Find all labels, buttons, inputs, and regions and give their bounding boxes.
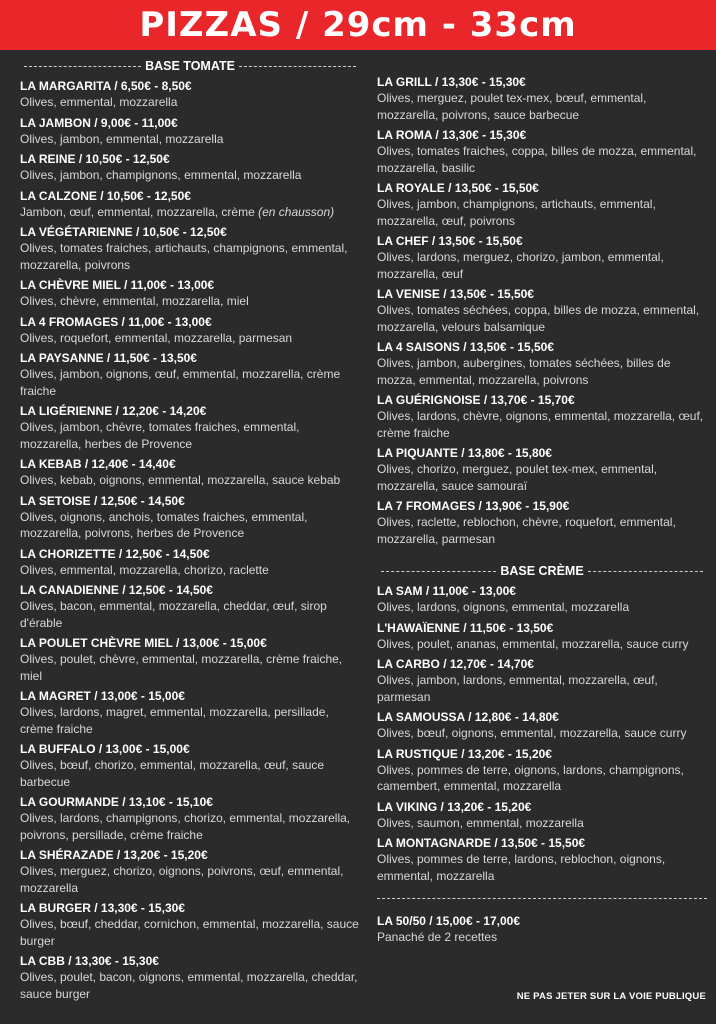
item-description: [20, 240, 360, 273]
item-title: LA BURGER / 13,30€ - 15,30€: [20, 901, 185, 915]
item-description-text: Olives, lardons, oignons, emmental, mozzarella: [377, 600, 630, 614]
item-description-text: Olives, jambon, champignons, artichauts, emmental, mozzarella, œuf, poivrons: [377, 197, 656, 228]
item-title: LA JAMBON / 9,00€ - 11,00€: [20, 115, 178, 130]
pizza-list-right-tomate: [377, 74, 707, 547]
menu-item: [20, 456, 360, 489]
menu-item: [377, 498, 707, 547]
item-title: LA 4 SAISONS / 13,50€ - 15,50€: [377, 340, 554, 354]
item-description-text: Olives, emmental, mozzarella: [20, 95, 178, 109]
menu-item: [20, 78, 360, 111]
item-description-text: Olives, tomates fraiches, coppa, billes de mozza, emmental, mozzarella, basilic: [377, 144, 697, 175]
item-title: LA VIKING / 13,20€ - 15,20€: [377, 799, 532, 814]
item-title: LA RUSTIQUE / 13,20€ - 15,20€: [377, 746, 552, 761]
item-title: LA 50/50 / 15,00€ - 17,00€: [377, 914, 520, 928]
item-title: LA GOURMANDE / 13,10€ - 15,10€: [20, 795, 213, 809]
item-description: [20, 472, 360, 489]
item-title: LA 4 FROMAGES / 11,00€ - 13,00€: [20, 314, 212, 329]
item-description: [377, 461, 707, 494]
item-description-text: Olives, merguez, poulet tex-mex, bœuf, emmental, mozzarella, poivrons, sauce barbecue: [377, 91, 647, 122]
menu-item: [20, 900, 360, 949]
item-description: [20, 167, 360, 184]
item-description: [377, 815, 707, 832]
title-banner: [0, 0, 716, 50]
item-description: [20, 651, 360, 684]
item-description: Panaché de 2 recettes: [377, 930, 498, 944]
item-description-text: Olives, oignons, anchois, tomates fraiches, emmental, mozzarella, poivrons, herbes de Provence: [20, 509, 308, 540]
menu-item: [20, 953, 360, 1002]
item-description-text: Olives, roquefort, emmental, mozzarella, parmesan: [20, 330, 293, 345]
item-description: [377, 672, 707, 705]
item-description: [377, 636, 707, 653]
item-description: [20, 757, 360, 790]
item-description: [20, 810, 360, 843]
item-title: LA ROYALE / 13,50€ - 15,50€: [377, 181, 539, 195]
item-title: LA KEBAB / 12,40€ - 14,40€: [20, 457, 176, 471]
menu-item: [20, 224, 360, 273]
menu-item: [20, 277, 360, 310]
item-description-text: Olives, jambon, lardons, emmental, mozzarella, œuf, parmesan: [377, 673, 658, 704]
menu-item: [377, 656, 707, 705]
section-label: BASE CRÈME: [500, 564, 584, 578]
item-description: [377, 851, 707, 884]
menu-item: [377, 74, 707, 123]
item-description: [20, 366, 360, 399]
item-title: LA VENISE / 13,50€ - 15,50€: [377, 287, 534, 301]
section-header-base-creme: [377, 563, 707, 579]
menu-item: [377, 799, 707, 832]
item-description-text: Olives, lardons, merguez, chorizo, jambon, emmental, mozzarella, œuf: [377, 250, 664, 281]
menu-item: [377, 339, 707, 388]
page-title: PIZZAS / 29cm - 33cm: [139, 5, 577, 45]
item-title: LA POULET CHÈVRE MIEL / 13,00€ - 15,00€: [20, 636, 267, 650]
item-description: [377, 355, 707, 388]
menu-item: [20, 635, 360, 684]
menu-item: [20, 847, 360, 896]
item-description-text: Olives, lardons, chèvre, oignons, emmental, mozzarella, œuf, crème fraiche: [377, 409, 704, 440]
item-title: LA CHEF / 13,50€ - 15,50€: [377, 234, 523, 248]
item-title: LA REINE / 10,50€ - 12,50€: [20, 152, 170, 166]
menu-item: [20, 493, 360, 542]
menu-item: [377, 180, 707, 229]
item-title: LA BUFFALO / 13,00€ - 15,00€: [20, 742, 190, 756]
menu-item-special: [377, 913, 707, 946]
item-description: [20, 916, 360, 949]
item-description-text: Olives, lardons, champignons, chorizo, emmental, mozzarella, poivrons, persillade, crème fraiche: [20, 811, 351, 842]
item-title: LA CALZONE / 10,50€ - 12,50€: [20, 188, 191, 203]
menu-item: [20, 582, 360, 631]
item-description: [377, 408, 707, 441]
item-title: LA MAGRET / 13,00€ - 15,00€: [20, 689, 185, 703]
item-description-text: Olives, tomates séchées, coppa, billes de mozza, emmental, mozzarella, velours balsamique: [377, 303, 700, 334]
item-description-text: Olives, jambon, aubergines, tomates séchées, billes de mozza, emmental, mozzarella, poivrons: [377, 356, 671, 387]
item-description-text: Olives, jambon, champignons, emmental, mozzarella: [20, 168, 302, 182]
item-description-text: Olives, tomates fraiches, artichauts, champignons, emmental, mozzarella, poivrons: [20, 241, 348, 272]
item-description: [20, 131, 360, 148]
item-description: [20, 598, 360, 631]
menu-item: [20, 688, 360, 737]
item-description-text: Olives, lardons, magret, emmental, mozzarella, persillade, crème fraiche: [20, 705, 329, 736]
item-description-text: Olives, chorizo, merguez, poulet tex-mex, emmental, mozzarella, sauce samouraï: [377, 462, 658, 493]
dashed-line: [24, 66, 141, 67]
item-description: [377, 90, 707, 123]
item-description-text: Olives, merguez, chorizo, oignons, poivrons, œuf, emmental, mozzarella: [20, 864, 344, 895]
item-description: [20, 969, 360, 1002]
item-description: [20, 863, 360, 896]
menu-item: [377, 286, 707, 335]
section-header-base-tomate: [20, 58, 360, 74]
menu-item: [377, 620, 707, 653]
item-description-text: Olives, kebab, oignons, emmental, mozzarella, sauce kebab: [20, 473, 341, 487]
item-description: [20, 204, 360, 221]
footer-note: NE PAS JETER SUR LA VOIE PUBLIQUE: [516, 991, 706, 1002]
right-column: [377, 74, 707, 950]
menu-item: [20, 350, 360, 399]
item-title: LA CHÈVRE MIEL / 11,00€ - 13,00€: [20, 278, 215, 292]
menu-item: [377, 233, 707, 282]
divider: [377, 898, 707, 899]
item-description-text: Olives, jambon, oignons, œuf, emmental, mozzarella, crème fraiche: [20, 367, 341, 398]
item-title: L'HAWAÏENNE / 11,50€ - 13,50€: [377, 620, 554, 635]
item-description: [377, 249, 707, 282]
item-title: LA MARGARITA / 6,50€ - 8,50€: [20, 79, 192, 93]
menu-item: [377, 709, 707, 742]
item-description: [377, 143, 707, 176]
item-title: LA LIGÉRIENNE / 12,20€ - 14,20€: [20, 404, 207, 418]
dashed-line: [381, 571, 496, 572]
menu-item: [20, 188, 360, 221]
item-description: [20, 509, 360, 542]
item-title: LA PAYSANNE / 11,50€ - 13,50€: [20, 351, 197, 365]
item-title: LA CARBO / 12,70€ - 14,70€: [377, 657, 534, 671]
item-description-text: Olives, poulet, bacon, oignons, emmental, mozzarella, cheddar, sauce burger: [20, 970, 358, 1001]
item-title: LA GUÉRIGNOISE / 13,70€ - 15,70€: [377, 393, 575, 407]
item-title: LA SETOISE / 12,50€ - 14,50€: [20, 493, 185, 508]
menu-item: [377, 583, 707, 616]
dashed-line: [239, 66, 356, 67]
item-description-text: Olives, emmental, mozzarella, chorizo, raclette: [20, 562, 269, 577]
item-description: [20, 330, 360, 347]
menu-item: [20, 314, 360, 347]
item-title: LA CBB / 13,30€ - 15,30€: [20, 954, 159, 968]
item-description-text: Olives, bœuf, cheddar, cornichon, emmental, mozzarella, sauce burger: [20, 917, 359, 948]
menu-item: [377, 835, 707, 884]
item-title: LA PIQUANTE / 13,80€ - 15,80€: [377, 446, 552, 460]
item-description-text: Olives, bacon, emmental, mozzarella, cheddar, œuf, sirop d'érable: [20, 599, 327, 630]
item-description-text: Olives, chèvre, emmental, mozzarella, miel: [20, 294, 249, 308]
item-title: LA CHORIZETTE / 12,50€ - 14,50€: [20, 546, 210, 561]
menu-item: [377, 445, 707, 494]
menu-item: [20, 115, 360, 148]
item-description-text: Olives, saumon, emmental, mozzarella: [377, 815, 584, 830]
dashed-line: [588, 571, 703, 572]
menu-item: [20, 741, 360, 790]
item-title: LA VÉGÉTARIENNE / 10,50€ - 12,50€: [20, 225, 227, 239]
item-description: [377, 762, 707, 795]
menu-item: [377, 392, 707, 441]
item-description-text: Olives, poulet, ananas, emmental, mozzarella, sauce curry: [377, 636, 689, 651]
item-title: LA SAMOUSSA / 12,80€ - 14,80€: [377, 710, 559, 724]
pizza-list-left: [20, 78, 360, 1002]
item-title: LA CANADIENNE / 12,50€ - 14,50€: [20, 583, 213, 597]
item-description: [20, 94, 360, 111]
item-description-text: Olives, bœuf, oignons, emmental, mozzarella, sauce curry: [377, 726, 687, 740]
item-description-text: Olives, jambon, chèvre, tomates fraiches, emmental, mozzarella, herbes de Provence: [20, 420, 300, 451]
item-title: LA SHÉRAZADE / 13,20€ - 15,20€: [20, 848, 208, 862]
item-description: [20, 293, 360, 310]
item-description: [377, 514, 707, 547]
item-description: [20, 704, 360, 737]
menu-item: [20, 151, 360, 184]
item-description: [377, 725, 707, 742]
item-description-text: Olives, pommes de terre, lardons, reblochon, oignons, emmental, mozzarella: [377, 852, 666, 883]
item-title: LA MONTAGNARDE / 13,50€ - 15,50€: [377, 836, 586, 850]
item-description-text: Olives, bœuf, chorizo, emmental, mozzarella, œuf, sauce barbecue: [20, 758, 325, 789]
item-description: [377, 302, 707, 335]
menu-item: [377, 127, 707, 176]
pizza-list-right-creme: [377, 583, 707, 884]
item-title: LA SAM / 11,00€ - 13,00€: [377, 584, 516, 598]
item-description: [20, 562, 360, 579]
menu-item: [20, 546, 360, 579]
item-description-text: Olives, raclette, reblochon, chèvre, roquefort, emmental, mozzarella, parmesan: [377, 515, 676, 546]
item-note: (en chausson): [258, 204, 335, 219]
item-title: LA GRILL / 13,30€ - 15,30€: [377, 75, 526, 89]
menu-item: [20, 403, 360, 452]
item-description-text: Olives, jambon, emmental, mozzarella: [20, 131, 224, 146]
menu-item: [20, 794, 360, 843]
menu-item: [377, 746, 707, 795]
item-description-text: Olives, poulet, chèvre, emmental, mozzarella, crème fraiche, miel: [20, 652, 343, 683]
item-title: LA ROMA / 13,30€ - 15,30€: [377, 128, 527, 142]
left-column: [20, 58, 360, 1006]
item-title: LA 7 FROMAGES / 13,90€ - 15,90€: [377, 499, 570, 513]
item-description: [377, 599, 707, 616]
section-label: BASE TOMATE: [145, 59, 235, 73]
item-description-text: Olives, pommes de terre, oignons, lardons, champignons, camembert, emmental, mozzarella: [377, 762, 684, 793]
item-description: [377, 196, 707, 229]
item-description-text: Jambon, œuf, emmental, mozzarella, crème: [20, 204, 255, 219]
item-description: [20, 419, 360, 452]
